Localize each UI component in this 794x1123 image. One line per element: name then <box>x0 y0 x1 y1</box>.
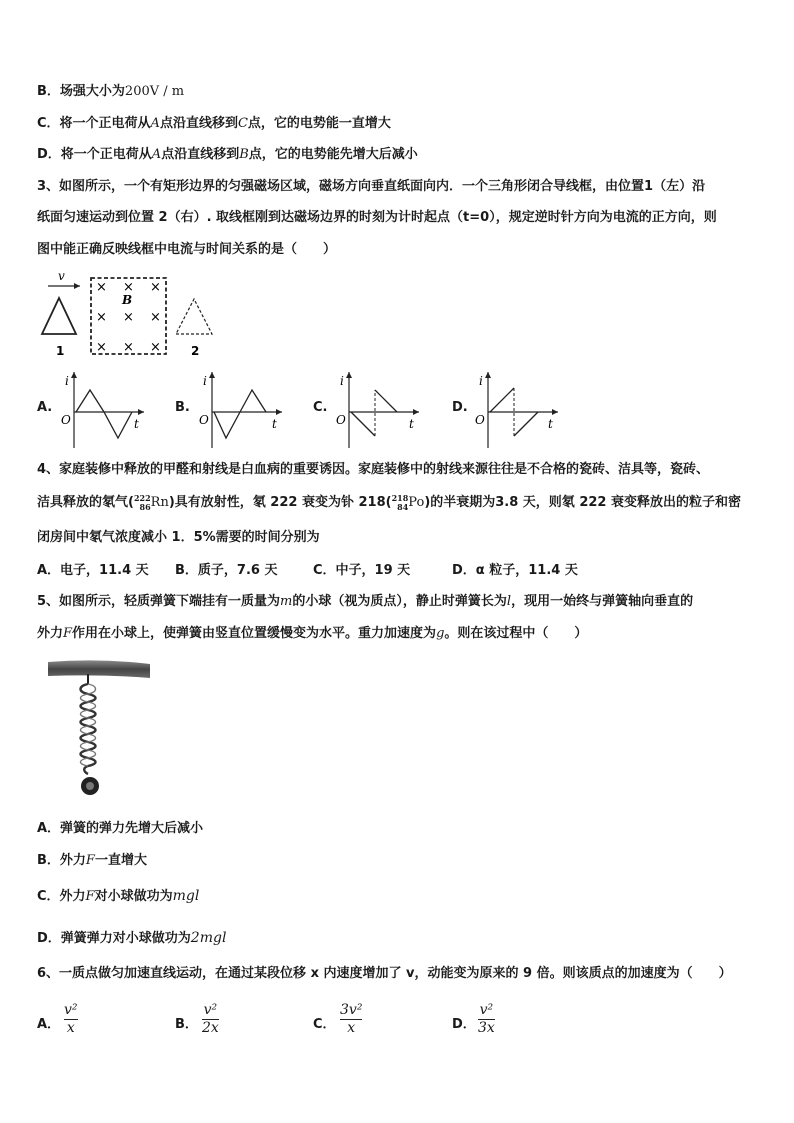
q5-stem-line2 <box>37 624 587 644</box>
q4-stem-line2 <box>37 491 741 515</box>
element-symbol: Po <box>408 495 425 510</box>
q4-stem-line3: 闭房间中氡气浓度减小 1．5%需要的时间分别为 <box>37 530 320 545</box>
origin-label: O <box>61 413 71 427</box>
ceiling-beam <box>48 660 150 678</box>
arrow-head <box>74 283 80 289</box>
cross-mark: × <box>150 340 161 355</box>
axis-arrow <box>485 372 491 378</box>
stem-text: ，现用一始终与弹簧轴向垂直的 <box>511 594 694 609</box>
q5-spring-figure <box>40 656 160 806</box>
axis-arrow <box>138 409 144 415</box>
option-text: C．外力 <box>37 889 86 904</box>
point-label: A <box>150 116 160 131</box>
option-c-potential-energy <box>37 114 391 134</box>
q3-magnetic-field-figure <box>36 266 236 362</box>
t-axis-label: t <box>134 417 139 431</box>
q3-stem-line2: 纸面匀速运动到位置 2（右）. 取线框刚到达磁场边界的时刻为计时起点（t=0），规定逆时针方向为电流的正方向，则 <box>37 210 717 225</box>
axis-arrow <box>413 409 419 415</box>
q3-option-a-label: A. <box>37 400 53 415</box>
triangle-frame-position-2 <box>176 299 212 334</box>
stem-text: 的小球（视为质点），静止时弹簧长为 <box>292 594 507 609</box>
q3-option-d-graph <box>472 370 562 450</box>
t-axis-label: t <box>272 417 277 431</box>
origin-label: O <box>475 413 485 427</box>
q6-option-a-fraction <box>64 1002 78 1037</box>
atomic-number: 84 <box>397 501 409 512</box>
denominator: 3x <box>478 1020 495 1036</box>
cross-mark: × <box>150 280 161 295</box>
denominator: x <box>66 1020 75 1036</box>
t-axis-label: t <box>548 417 553 431</box>
numerator: v² <box>203 1002 218 1018</box>
cross-mark: × <box>123 340 134 355</box>
cross-mark: × <box>123 310 134 325</box>
q4-option-d: D．α 粒子，11.4 天 <box>452 563 578 578</box>
i-axis-label: i <box>203 374 207 388</box>
atomic-number: 86 <box>139 501 151 512</box>
axis-arrow <box>346 372 352 378</box>
spring-coil <box>81 684 96 774</box>
stem-text: 作用在小球上，使弹簧由竖直位置缓慢变为水平。重力加速度为 <box>72 626 437 641</box>
velocity-label: v <box>58 269 65 283</box>
denominator: x <box>347 1020 356 1036</box>
q3-option-a-graph <box>58 370 148 450</box>
point-label: A <box>151 147 162 162</box>
math-symbol: l <box>506 594 512 609</box>
stem-text: )的半衰期为3.8 天，则氡 222 衰变释放出的粒子和密 <box>424 495 741 510</box>
q6-option-b-fraction <box>202 1002 219 1037</box>
stem-text: )具有放射性，氡 222 衰变为钋 218( <box>168 495 392 510</box>
current-curve <box>351 412 375 436</box>
math-symbol: F <box>85 853 95 868</box>
denominator: 2x <box>202 1020 219 1036</box>
q4-option-b: B．质子，7.6 天 <box>175 563 278 578</box>
numerator: v² <box>479 1002 494 1018</box>
q3-option-b-graph <box>196 370 286 450</box>
point-label: B <box>239 147 249 162</box>
q5-option-c <box>37 886 199 907</box>
q3-stem-line3: 图中能正确反映线框中电流与时间关系的是（ ） <box>37 242 337 257</box>
math-symbol: g <box>436 626 445 641</box>
math-expression: mgl <box>172 888 200 904</box>
option-text: 一直增大 <box>94 853 147 868</box>
option-text: C．将一个正电荷从 <box>37 116 151 131</box>
q4-stem-line1: 4、家庭装修中释放的甲醛和射线是白血病的重要诱因。家庭装修中的射线来源往往是不合格的瓷砖、洁具等，瓷砖、 <box>37 462 710 477</box>
option-text: 点沿直线移到 <box>159 116 238 131</box>
option-b-field-strength <box>37 82 184 102</box>
math-symbol: F <box>85 889 95 904</box>
q3-option-d-label: D. <box>452 400 468 415</box>
rn-nuclide-indices <box>134 494 151 512</box>
q4-option-c: C．中子，19 天 <box>313 563 411 578</box>
q6-option-d-label: D． <box>452 1017 476 1032</box>
i-axis-label: i <box>479 374 483 388</box>
current-curve <box>214 390 266 438</box>
po-nuclide-indices <box>392 494 409 512</box>
axis-arrow <box>71 372 77 378</box>
element-symbol: Rn <box>150 495 169 510</box>
q3-option-c-label: C. <box>313 400 328 415</box>
math-value: 200V / m <box>124 84 185 99</box>
math-symbol: F <box>63 626 73 641</box>
triangle-frame-position-1 <box>42 298 76 334</box>
option-text: B．外力 <box>37 853 86 868</box>
current-curve <box>490 388 514 412</box>
cross-mark: × <box>150 310 161 325</box>
numerator: 3v² <box>340 1002 363 1018</box>
origin-label: O <box>199 413 209 427</box>
q5-stem-line1 <box>37 592 693 612</box>
q5-option-b <box>37 851 147 871</box>
ball-highlight <box>86 782 94 790</box>
option-text: 点，它的电势能先增大后减小 <box>248 147 418 162</box>
q6-stem: 6、一质点做匀加速直线运动，在通过某段位移 x 内速度增加了 v，动能变为原来的 9 倍。则该质点的加速度为（ ） <box>37 966 732 981</box>
mass-number: 222 <box>133 492 151 503</box>
mass-number: 218 <box>391 492 409 503</box>
current-curve <box>514 412 538 436</box>
q4-option-a: A．电子，11.4 天 <box>37 563 149 578</box>
option-text: D．将一个正电荷从 <box>37 147 152 162</box>
q6-option-a-label: A． <box>37 1017 61 1032</box>
numerator: v² <box>64 1002 78 1018</box>
position-1-label: 1 <box>56 344 65 358</box>
cross-mark: × <box>96 340 107 355</box>
stem-text: 。则在该过程中（ ） <box>444 626 588 641</box>
stem-text: 外力 <box>37 626 64 641</box>
position-2-label: 2 <box>191 344 200 358</box>
t-axis-label: t <box>409 417 414 431</box>
i-axis-label: i <box>65 374 69 388</box>
axis-arrow <box>276 409 282 415</box>
option-text: 对小球做功为 <box>94 889 173 904</box>
q5-option-a: A．弹簧的弹力先增大后减小 <box>37 821 204 836</box>
cross-mark: × <box>96 280 107 295</box>
stem-text: 5、如图所示，轻质弹簧下端挂有一质量为 <box>37 594 281 609</box>
math-expression: 2mgl <box>190 930 227 946</box>
current-curve <box>76 390 132 438</box>
math-symbol: m <box>280 594 293 609</box>
stem-text: 洁具释放的氡气( <box>37 495 134 510</box>
q6-option-b-label: B． <box>175 1017 198 1032</box>
origin-label: O <box>336 413 346 427</box>
option-text: B．场强大小为 <box>37 84 125 99</box>
current-curve <box>375 390 397 412</box>
q6-option-c-fraction <box>340 1002 362 1037</box>
option-d-potential-energy <box>37 145 418 165</box>
cross-mark: × <box>123 280 134 295</box>
q6-option-d-fraction <box>478 1002 495 1037</box>
q3-stem-line1: 3、如图所示，一个有矩形边界的匀强磁场区域，磁场方向垂直纸面向内．一个三角形闭合导线框，由位置1（左）沿 <box>37 179 706 194</box>
q5-option-d <box>37 928 226 949</box>
i-axis-label: i <box>340 374 344 388</box>
q6-option-c-label: C． <box>313 1017 336 1032</box>
point-label: C <box>237 116 248 131</box>
q3-option-c-graph <box>333 370 423 450</box>
field-crosses <box>96 280 161 355</box>
q3-option-b-label: B. <box>175 400 190 415</box>
axis-arrow <box>552 409 558 415</box>
option-text: 点沿直线移到 <box>161 147 240 162</box>
axis-arrow <box>209 372 215 378</box>
option-text: 点，它的电势能一直增大 <box>247 116 391 131</box>
option-text: D．弹簧弹力对小球做功为 <box>37 931 191 946</box>
cross-mark: × <box>96 310 107 325</box>
field-b-label: B <box>122 293 133 307</box>
